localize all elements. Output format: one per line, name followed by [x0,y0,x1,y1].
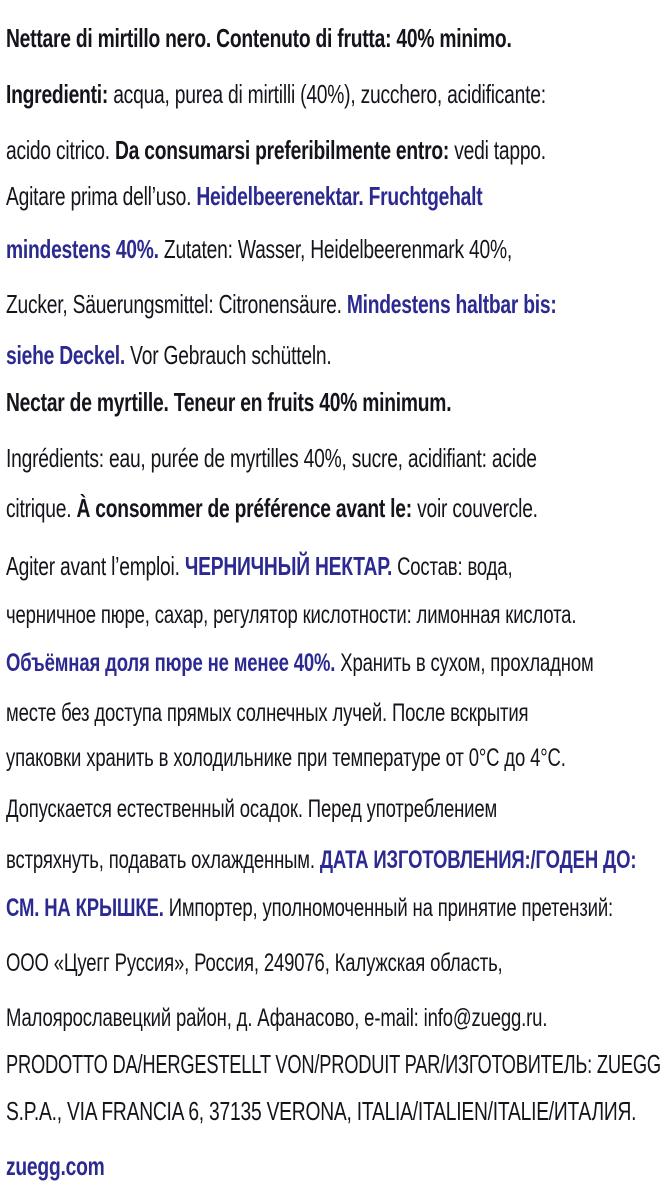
label-text-segment: Объёмная доля пюре не менее 40%. [6,649,336,677]
label-text-segment: Состав: вода, [392,553,513,581]
label-line [6,843,636,876]
label-line [6,598,576,631]
label-line [6,792,497,825]
label-text-segment: Zutaten: Wasser, Heidelbeerenmark 40%, [158,234,512,264]
label-text-segment: ООО «Цуегг Руссия», Россия, 249076, Калужская область, [6,949,503,977]
label-line [6,233,512,265]
label-line [6,646,594,679]
label-text-segment: À consommer de préférence avant le: [76,493,412,523]
label-line [6,1095,636,1127]
label-text-segment: Импортер, уполномоченный на принятие претензий: [163,894,614,922]
label-text-segment: месте без доступа прямых солнечных лучей. После вскрытия [6,699,529,727]
label-line [6,78,546,110]
label-line [6,386,451,418]
label-text-segment: acqua, purea di mirtilli (40%), zucchero, acidificante: [108,79,546,109]
label-text-segment: Допускается естественный осадок. Перед употреблением [6,795,498,823]
label-line [6,492,538,524]
label-text-segment: Agitare prima dell’uso. [6,181,197,211]
label-text-segment: zuegg.com [6,1151,105,1181]
label-line [6,134,546,166]
label-line [6,1150,104,1182]
label-text-segment: ЧЕРНИЧНЫЙ НЕКТАР. [184,551,393,581]
label-text-segment: voir couvercle. [411,493,538,523]
label-text-segment: siehe Deckel. [6,340,126,370]
label-text-segment: Agiter avant l’emploi. [6,551,185,581]
label-text-segment: черничное пюре, сахар, регулятор кислотности: лимонная кислота. [6,601,577,629]
label-text-segment: упаковки хранить в холодильнике при температуре от 0°C до 4°C. [6,744,566,772]
label-text-segment: Ingredienti: [6,79,109,109]
label-text-segment: Mindestens haltbar bis: [346,289,557,319]
label-line [6,696,528,729]
label-text-segment: PRODOTTO DA/HERGESTELLT VON/PRODUIT PAR/ИЗГОТОВИТЕЛЬ: ZUEGG [6,1049,661,1079]
label-text-segment: Heidelbeerenektar. Fruchtgehalt [196,181,483,211]
label-line [6,891,613,924]
label-text-segment: Хранить в сухом, прохладном [335,649,594,677]
label-line [6,1001,547,1034]
label-text-segment: S.P.A., VIA FRANCIA 6, 37135 VERONA, ITALIA/ITALIEN/ITALIE/ИТАЛИЯ. [6,1096,637,1126]
label-text-segment: mindestens 40%. [6,234,159,264]
label-line [6,442,537,474]
label-text-segment: Малоярославецкий район, д. Афанасово, e-mail: info@zuegg.ru. [6,1004,548,1032]
label-text-segment: vedi tappo. [449,135,546,165]
label-line [6,22,512,54]
label-text-segment: Zucker, Säuerungsmittel: Citronensäure. [6,289,347,319]
label-line [6,550,512,583]
label-text-segment: Ingrédients: eau, purée de myrtilles 40%, sucre, acidifiant: acide [6,443,537,473]
label-text-segment: Da consumarsi preferibilmente entro: [114,135,450,165]
label-line [6,288,557,320]
label-text-segment: СМ. НА КРЫШКЕ. [6,894,164,922]
label-text-segment: Nectar de myrtille. Teneur en fruits 40% minimum. [6,387,452,417]
label-line [6,180,482,212]
label-text-segment: Nettare di mirtillo nero. Contenuto di frutta: 40% minimo. [6,23,512,53]
label-text-segment: ДАТА ИЗГОТОВЛЕНИЯ:/ГОДЕН ДО: [319,846,637,874]
label-line [6,741,566,774]
label-text-segment: Vor Gebrauch schütteln. [125,340,332,370]
label-text-segment: acido citrico. [6,135,115,165]
label-line [6,946,503,979]
label-text-segment: встряхнуть, подавать охлажденным. [6,846,320,874]
label-line [6,339,331,371]
label-line [6,1048,661,1080]
label-text-segment: citrique. [6,493,77,523]
